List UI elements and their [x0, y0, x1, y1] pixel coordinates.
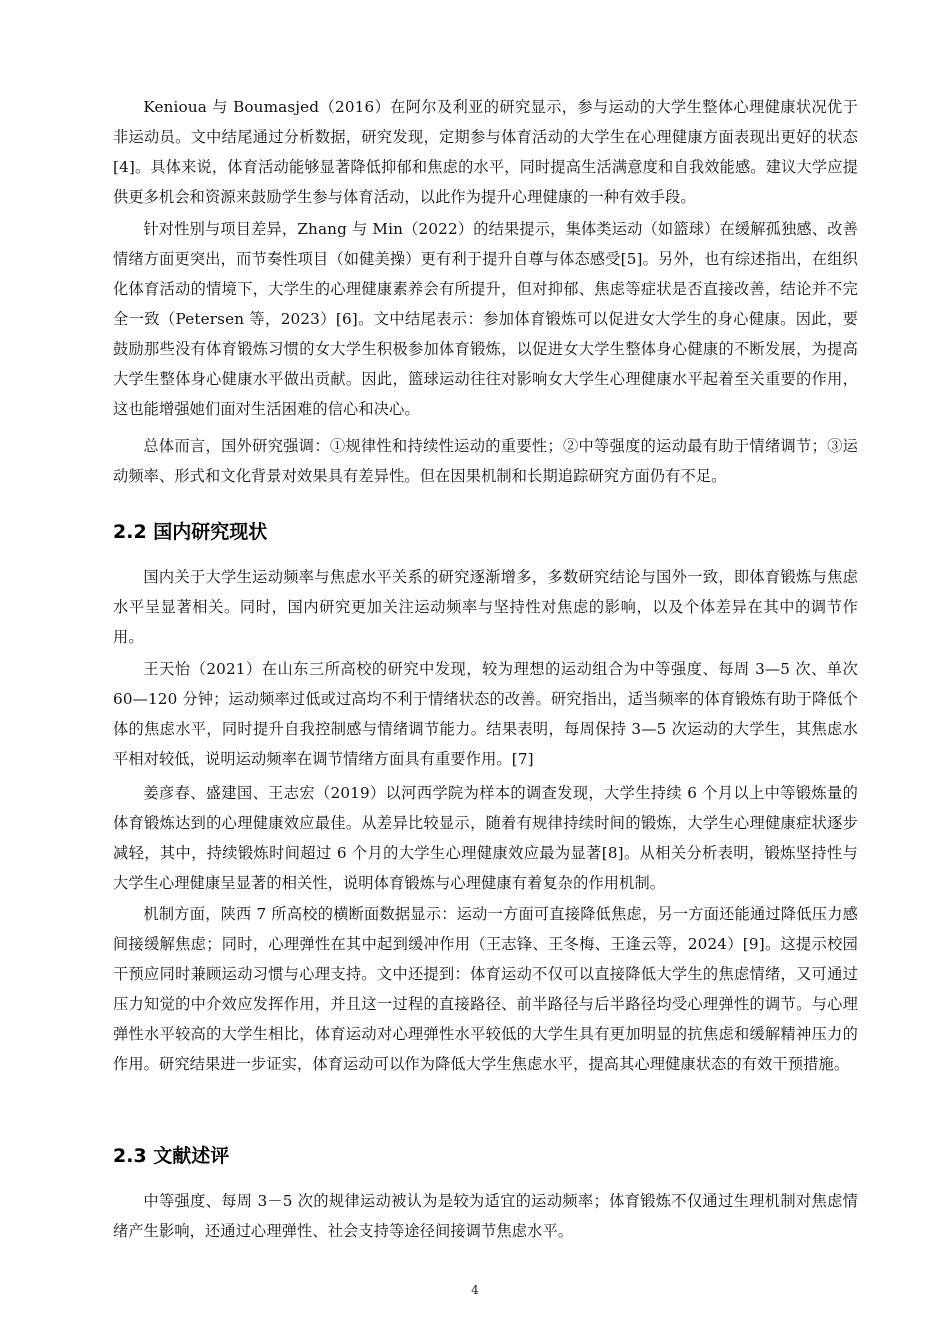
paragraph-review-summary: 中等强度、每周 3－5 次的规律运动被认为是较为适宜的运动频率；体育锻炼不仅通过生理机制对焦虑情绪产生影响，还通过心理弹性、社会支持等途径间接调节焦虑水平。: [113, 1192, 858, 1240]
paragraph-jiang-yanchun-study: 姜彦春、盛建国、王志宏（2019）以河西学院为样本的调查发现，大学生持续 6 个月以上中等锻炼量的体育锻炼达到的心理健康效应最佳。从差异比较显示，随着有规律持续时间的锻炼，大学生心理健康症状逐步减轻，其中，持续锻炼时间超过 6 个月的大学生心理健康效应最为显著[8]。从相关分析表明，锻炼坚持性与大学生心理健康呈显著的相关性，说明体育锻炼与心理健康有着复杂的作用机制。: [113, 784, 858, 892]
paragraph-gender-project-differences: 针对性别与项目差异，Zhang 与 Min（2022）的结果提示，集体类运动（如篮球）在缓解孤独感、改善情绪方面更突出，而节奏性项目（如健美操）更有利于提升自尊与体态感受[5]。另外，也有综述指出，在组织化体育活动的情境下，大学生的心理健康素养会有所提升，但对抑郁、焦虑等症状是否直接改善，结论并不完全一致（Petersen 等，2023）[6]。文中结尾表示：参加体育锻炼可以促进女大学生的身心健康。因此，要鼓励那些没有体育锻炼习惯的女大学生积极参加体育锻炼，以促进女大学生整体身心健康的不断发展，为提高大学生整体身心健康水平做出贡献。因此，篮球运动往往对影响女大学生心理健康水平起着至关重要的作用，这也能增强她们面对生活困难的信心和决心。: [113, 220, 858, 418]
paragraph-wang-tianyi-study: 王天怡（2021）在山东三所高校的研究中发现，较为理想的运动组合为中等强度、每周 3—5 次、单次 60—120 分钟；运动频率过低或过高均不利于情绪状态的改善。研究指出，适当频率的体育锻炼有助于降低个体的焦虑水平，同时提升自我控制感与情绪调节能力。结果表明，每周保持 3—5 次运动的大学生，其焦虑水平相对较低，说明运动频率在调节情绪方面具有重要作用。[7]: [113, 660, 858, 768]
section-heading-domestic-research: 2.2 国内研究现状: [113, 521, 268, 543]
paragraph-kenioua-study: Kenioua 与 Boumasjed（2016）在阿尔及利亚的研究显示，参与运动的大学生整体心理健康状况优于非运动员。文中结尾通过分析数据，研究发现，定期参与体育活动的大学生在心理健康方面表现出更好的状态[4]。具体来说，体育活动能够显著降低抑郁和焦虑的水平，同时提高生活满意度和自我效能感。建议大学应提供更多机会和资源来鼓励学生参与体育活动，以此作为提升心理健康的一种有效手段。: [113, 98, 858, 206]
page-number: 4: [471, 1283, 479, 1297]
paragraph-foreign-summary: 总体而言，国外研究强调：①规律性和持续性运动的重要性；②中等强度的运动最有助于情绪调节；③运动频率、形式和文化背景对效果具有差异性。但在因果机制和长期追踪研究方面仍有不足。: [113, 437, 858, 485]
paragraph-mechanism-study: 机制方面，陕西 7 所高校的横断面数据显示：运动一方面可直接降低焦虑，另一方面还能通过降低压力感间接缓解焦虑；同时，心理弹性在其中起到缓冲作用（王志锋、王冬梅、王逢云等，2024）[9]。这提示校园干预应同时兼顾运动习惯与心理支持。文中还提到：体育运动不仅可以直接降低大学生的焦虑情绪，又可通过压力知觉的中介效应发挥作用，并且这一过程的直接路径、前半路径与后半路径均受心理弹性的调节。与心理弹性水平较高的大学生相比，体育运动对心理弹性水平较低的大学生具有更加明显的抗焦虑和缓解精神压力的作用。研究结果进一步证实，体育运动可以作为降低大学生焦虑水平，提高其心理健康状态的有效干预措施。: [113, 905, 858, 1073]
section-heading-literature-review: 2.3 文献述评: [113, 1145, 230, 1167]
paragraph-domestic-overview: 国内关于大学生运动频率与焦虑水平关系的研究逐渐增多，多数研究结论与国外一致，即体育锻炼与焦虑水平呈显著相关。同时，国内研究更加关注运动频率与坚持性对焦虑的影响，以及个体差异在其中的调节作用。: [113, 568, 858, 646]
